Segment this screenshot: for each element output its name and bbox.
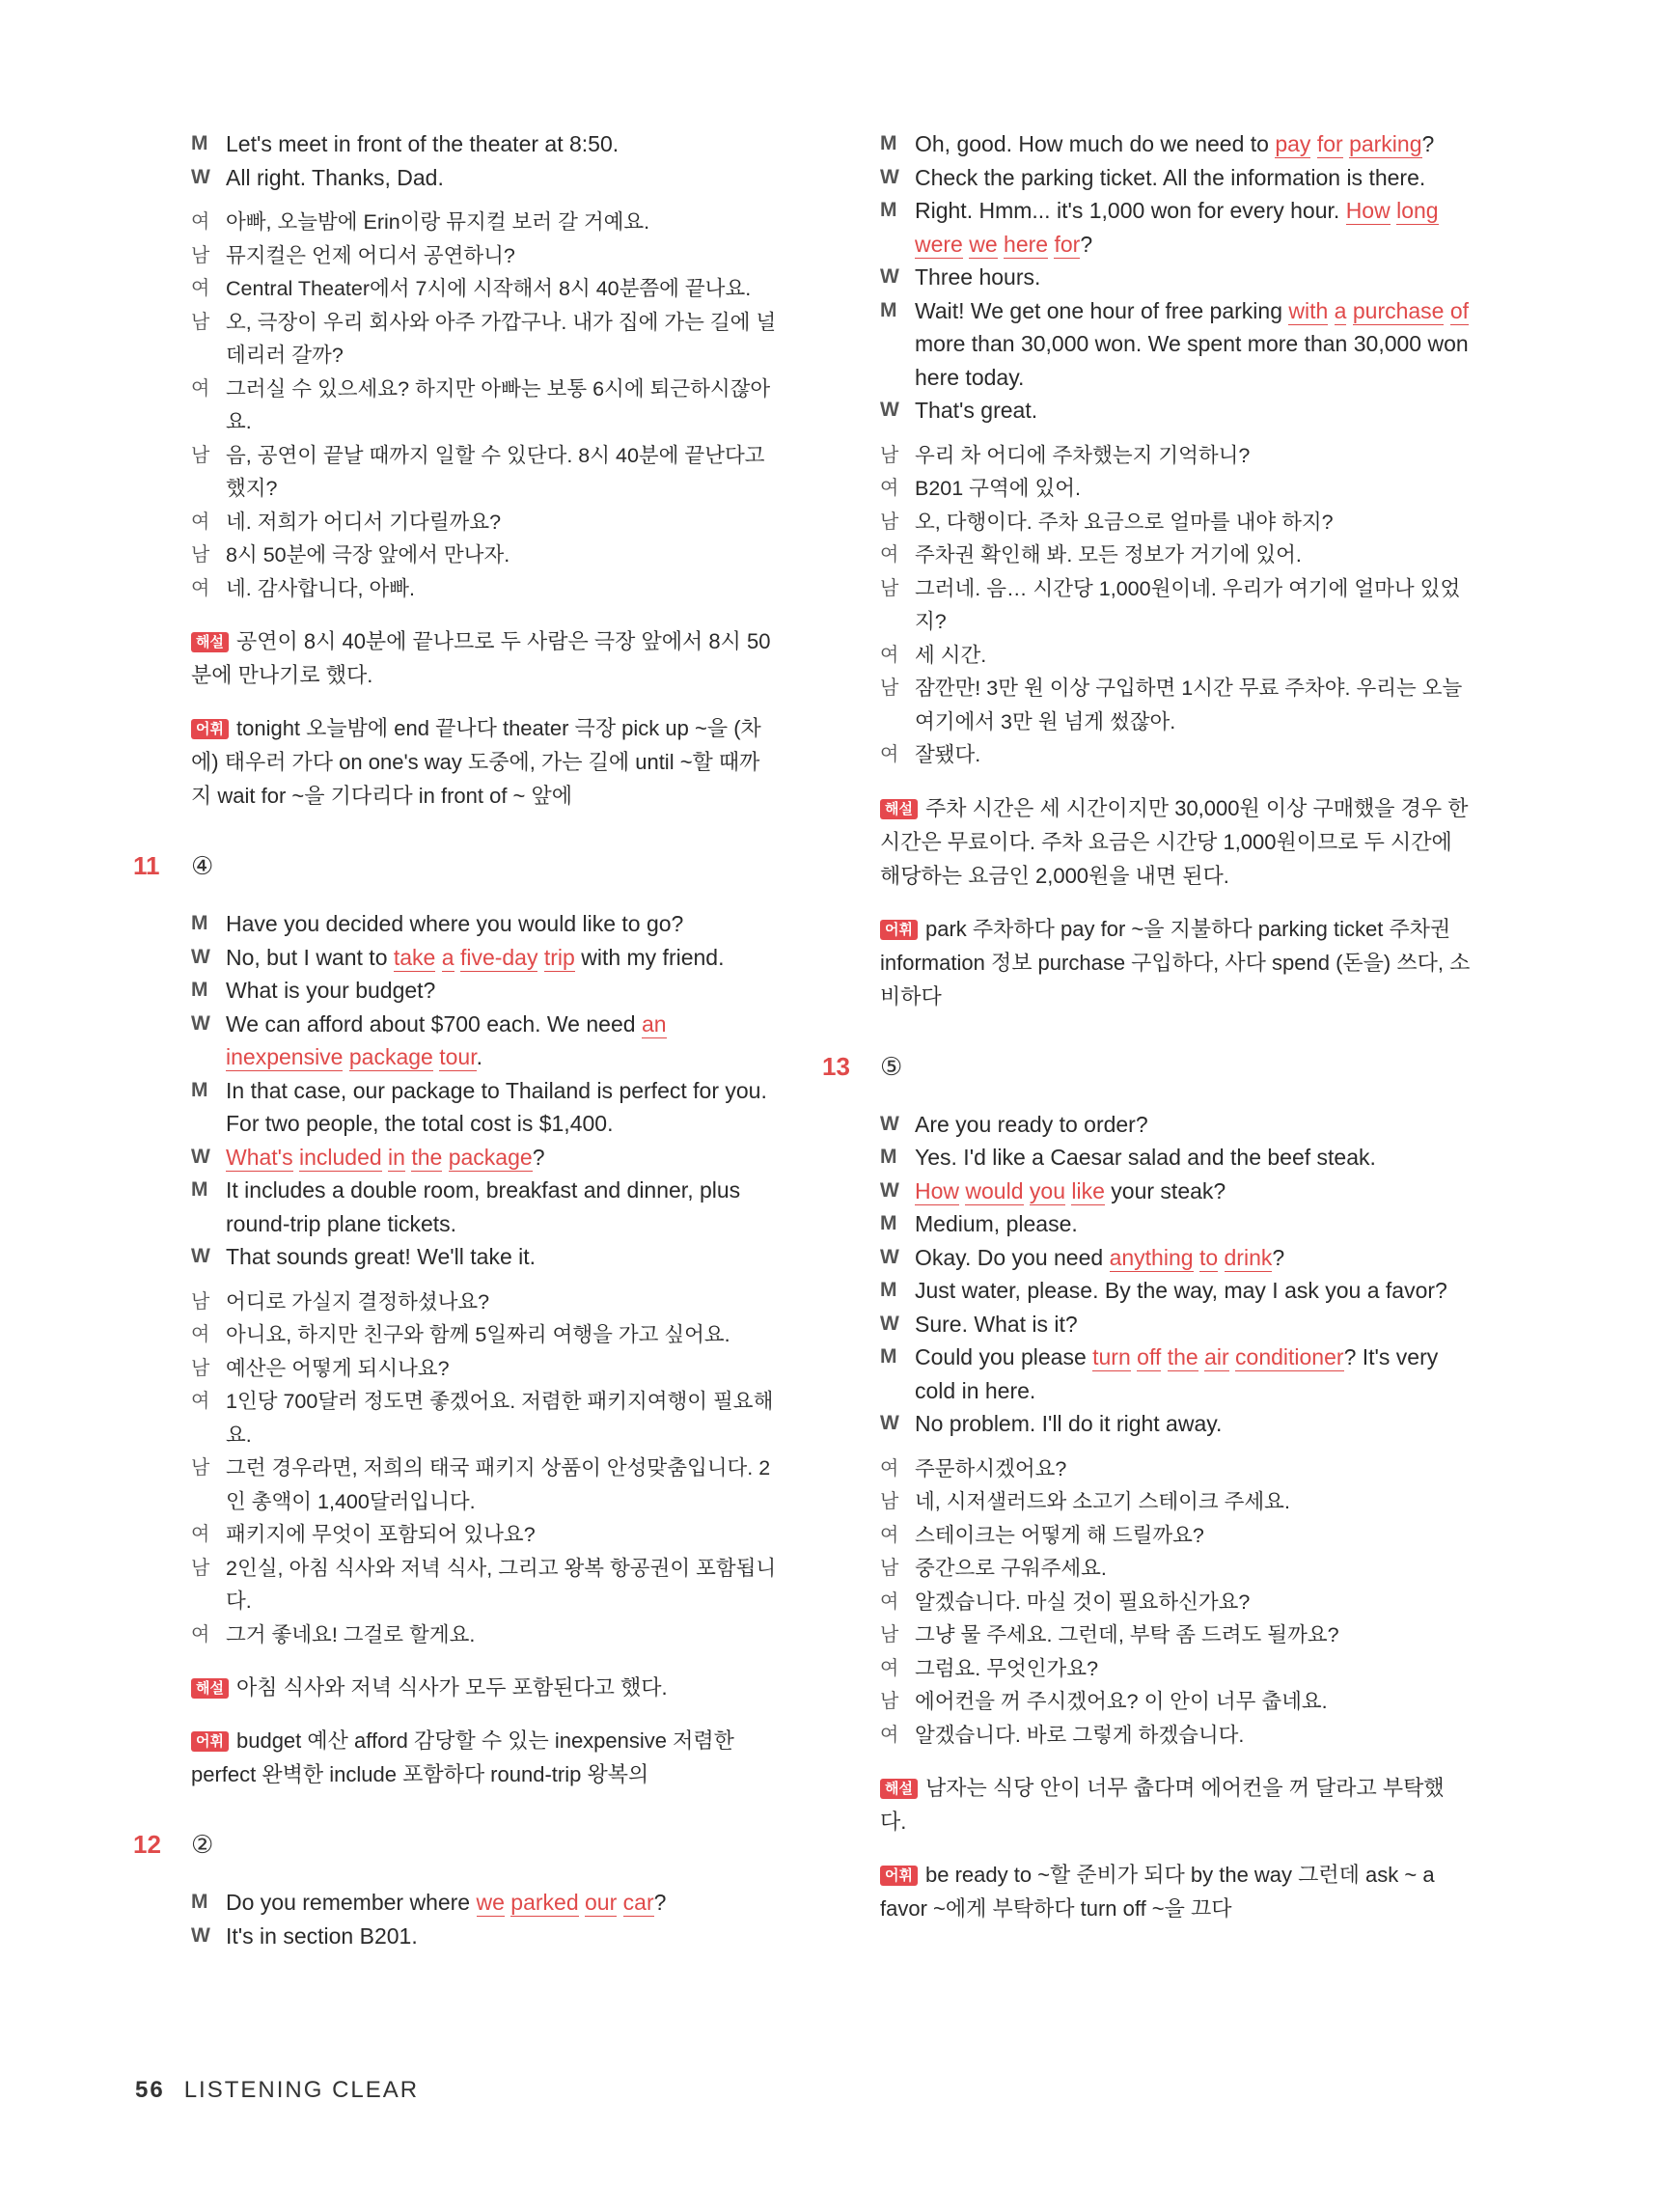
dialogue-text: That's great. xyxy=(915,398,1038,423)
right-column xyxy=(822,127,1471,1943)
speaker-label: 남 xyxy=(880,1691,899,1712)
translation-text: 오, 극장이 우리 회사와 아주 가깝구나. 내가 집에 가는 길에 널 데리러 갈까? xyxy=(226,310,777,367)
dialogue-line xyxy=(880,127,1471,161)
speaker-label: W xyxy=(191,1923,210,1947)
speaker-label: M xyxy=(191,1891,208,1913)
blank-answer: purchase xyxy=(1352,297,1445,323)
speaker-label: W xyxy=(191,1245,210,1267)
dialogue-13-korean xyxy=(880,1452,1471,1753)
speaker-label: W xyxy=(191,165,210,188)
translation-text: 그거 좋네요! 그걸로 할게요. xyxy=(226,1622,476,1646)
speaker-label: M xyxy=(880,298,897,321)
blank-answer: we xyxy=(476,1890,505,1915)
translation-text: B201 구역에 있어. xyxy=(915,477,1081,500)
dialogue-line xyxy=(191,161,778,195)
translation-text: 1인당 700달러 정도면 좋겠어요. 저렴한 패키지여행이 필요해요. xyxy=(226,1390,774,1447)
dialogue-text: Could you please turn off the air conditioner? It's very cold in here. xyxy=(915,1344,1439,1403)
question-number: 13 xyxy=(822,1051,850,1081)
vocabulary-tag: 어휘 xyxy=(191,1731,229,1752)
speaker-label: M xyxy=(880,1345,897,1368)
speaker-label: 여 xyxy=(191,1524,210,1545)
vocabulary-tag: 어휘 xyxy=(880,920,918,940)
speaker-label: W xyxy=(880,1245,899,1268)
blank-answer: a xyxy=(1334,297,1347,323)
dialogue-text: Check the parking ticket. All the information is there. xyxy=(915,164,1426,190)
blank-answer: drink xyxy=(1224,1244,1273,1270)
speaker-label: 여 xyxy=(880,1457,899,1479)
speaker-label: 남 xyxy=(191,244,210,266)
vocabulary-tag: 어휘 xyxy=(880,1866,918,1886)
dialogue-line xyxy=(880,161,1471,195)
vocabulary-tag: 어휘 xyxy=(191,719,229,739)
speaker-label: 남 xyxy=(880,511,899,533)
translation-text: 에어컨을 꺼 주시겠어요? 이 안이 너무 춥네요. xyxy=(915,1690,1328,1713)
translation-line xyxy=(191,572,778,606)
dialogue-text: All right. Thanks, Dad. xyxy=(226,164,444,190)
translation-line xyxy=(191,1618,778,1652)
speaker-label: W xyxy=(191,945,210,968)
translation-text: 네. 저희가 어디서 기다릴까요? xyxy=(226,510,502,534)
dialogue-11-english xyxy=(191,907,778,1274)
blank-answer: like xyxy=(1071,1177,1105,1203)
translation-text: 아빠, 오늘밤에 Erin이랑 뮤지컬 보러 갈 거예요. xyxy=(226,210,650,234)
dialogue-line xyxy=(191,1141,778,1175)
blank-answer: turn xyxy=(1092,1344,1131,1369)
speaker-label: M xyxy=(191,912,208,934)
blank-answer: to xyxy=(1198,1244,1219,1270)
translation-text: 어디로 가실지 결정하셨나요? xyxy=(226,1289,490,1313)
vocabulary-text: tonight 오늘밤에 end 끝나다 theater 극장 pick up ~을 (차에) 태우러 가다 on one's way 도중에, 가는 길에 until ~할 때까지 wait for ~을 기다리다 in front of ~ 앞에 xyxy=(191,716,761,808)
dialogue-line xyxy=(191,907,778,941)
speaker-label: 남 xyxy=(191,1290,210,1313)
speaker-label: M xyxy=(880,1146,897,1168)
speaker-label: 여 xyxy=(191,1623,210,1645)
explanation-tag: 해설 xyxy=(880,1779,918,1799)
speaker-label: 남 xyxy=(880,677,899,699)
speaker-label: W xyxy=(880,165,899,188)
dialogue-text: Sure. What is it? xyxy=(915,1311,1078,1337)
translation-text: 세 시간. xyxy=(915,643,987,667)
dialogue-10-korean xyxy=(191,206,778,605)
dialogue-line xyxy=(880,394,1471,428)
speaker-label: 여 xyxy=(191,1324,210,1345)
speaker-label: 여 xyxy=(191,377,210,400)
dialogue-12-english-start xyxy=(191,1886,778,1952)
left-column xyxy=(133,127,778,1964)
speaker-label: 남 xyxy=(191,444,210,466)
translation-line xyxy=(191,1385,778,1452)
blank-answer: air xyxy=(1204,1344,1229,1369)
question-13-header xyxy=(822,1051,1471,1096)
speaker-label: 여 xyxy=(191,278,210,299)
translation-text: 네. 감사합니다, 아빠. xyxy=(226,576,416,600)
answer-mark: ⑤ xyxy=(880,1051,903,1081)
dialogue-text: We can afford about $700 each. We need an inexpensive package tour. xyxy=(226,1010,667,1069)
blank-answer: inexpensive xyxy=(226,1044,344,1069)
dialogue-text: What is your budget? xyxy=(226,978,436,1003)
dialogue-text: Let's meet in front of the theater at 8:50. xyxy=(226,131,620,156)
speaker-label: M xyxy=(880,199,897,221)
dialogue-line xyxy=(191,1174,778,1240)
dialogue-text: No, but I want to take a five-day trip with my friend. xyxy=(226,944,725,970)
blank-answer: included xyxy=(298,1144,382,1170)
blank-answer: long xyxy=(1396,198,1439,223)
dialogue-line xyxy=(880,294,1471,395)
translation-line xyxy=(880,572,1471,639)
translation-text: 알겠습니다. 마실 것이 필요하신가요? xyxy=(915,1590,1251,1614)
speaker-label: M xyxy=(191,1078,208,1101)
dialogue-text: It's in section B201. xyxy=(226,1922,418,1949)
translation-text: 주차권 확인해 봐. 모든 정보가 거기에 있어. xyxy=(915,543,1302,567)
blank-answer: you xyxy=(1029,1177,1065,1203)
speaker-label: M xyxy=(191,979,208,1001)
dialogue-text: Have you decided where you would like to go? xyxy=(226,911,684,936)
blank-answer: a xyxy=(441,944,454,970)
speaker-label: 여 xyxy=(880,744,899,765)
speaker-label: 남 xyxy=(880,1624,899,1645)
speaker-label: M xyxy=(880,1212,897,1234)
dialogue-text: Okay. Do you need anything to drink? xyxy=(915,1244,1285,1270)
speaker-label: W xyxy=(880,265,899,288)
dialogue-text: What's included in the package? xyxy=(226,1144,545,1170)
blank-answer: in xyxy=(388,1144,405,1170)
speaker-label: 남 xyxy=(880,1558,899,1579)
translation-text: 스테이크는 어떻게 해 드릴까요? xyxy=(915,1523,1204,1547)
dialogue-text: In that case, our package to Thailand is perfect for you. For two people, the total cost is $1,400. xyxy=(226,1077,767,1136)
dialogue-text: No problem. I'll do it right away. xyxy=(915,1411,1223,1436)
question-11-header xyxy=(133,851,778,896)
question-12-header xyxy=(133,1830,778,1874)
blank-answer: pay xyxy=(1275,131,1311,156)
speaker-label: 여 xyxy=(880,1590,899,1613)
blank-answer: five-day xyxy=(459,944,538,970)
dialogue-13-english xyxy=(880,1108,1471,1441)
translation-line xyxy=(191,272,778,306)
speaker-label: 남 xyxy=(191,311,210,333)
translation-text: 그런 경우라면, 저희의 태국 패키지 상품이 안성맞춤입니다. 2인 총액이 1,400달러입니다. xyxy=(226,1456,771,1513)
blank-answer: parked xyxy=(510,1890,579,1915)
translation-line xyxy=(880,472,1471,506)
speaker-label: 여 xyxy=(191,577,210,599)
translation-line xyxy=(191,1352,778,1386)
blank-answer: What's xyxy=(226,1144,293,1170)
blank-answer: an xyxy=(641,1010,667,1037)
dialogue-line xyxy=(191,1074,778,1141)
speaker-label: 여 xyxy=(880,644,899,666)
dialogue-line xyxy=(880,1108,1471,1142)
explanation-tag: 해설 xyxy=(880,799,918,819)
translation-line xyxy=(880,1485,1471,1519)
translation-line xyxy=(191,439,778,506)
translation-text: 음, 공연이 끝날 때까지 일할 수 있단다. 8시 40분에 끝난다고 했지? xyxy=(226,443,765,500)
translation-text: 잘됐다. xyxy=(915,743,981,766)
explanation-11 xyxy=(191,1671,778,1704)
blank-answer: we xyxy=(969,231,998,257)
translation-line xyxy=(880,639,1471,673)
blank-answer: here xyxy=(1004,231,1049,257)
explanation-text: 남자는 식당 안이 너무 춥다며 에어컨을 꺼 달라고 부탁했다. xyxy=(880,1776,1445,1834)
blank-answer: conditioner xyxy=(1235,1344,1344,1369)
translation-line xyxy=(191,1452,778,1518)
translation-text: 패키지에 무엇이 포함되어 있나요? xyxy=(226,1523,536,1546)
translation-line xyxy=(880,672,1471,738)
speaker-label: M xyxy=(880,132,897,154)
translation-line xyxy=(880,1685,1471,1719)
blank-answer: off xyxy=(1137,1344,1162,1369)
vocabulary-13 xyxy=(880,1858,1471,1925)
blank-answer: anything xyxy=(1109,1244,1194,1270)
speaker-label: M xyxy=(191,132,208,154)
translation-line xyxy=(191,206,778,239)
speaker-label: W xyxy=(880,399,899,421)
blank-answer: parking xyxy=(1349,131,1422,156)
speaker-label: 남 xyxy=(191,1557,210,1579)
speaker-label: 남 xyxy=(191,544,210,566)
dialogue-line xyxy=(880,1141,1471,1175)
blank-answer: How xyxy=(1345,198,1391,223)
translation-line xyxy=(191,1318,778,1352)
speaker-label: W xyxy=(880,1312,899,1335)
explanation-10 xyxy=(191,624,778,692)
speaker-label: M xyxy=(191,1178,208,1201)
dialogue-line xyxy=(880,1274,1471,1308)
translation-text: 중간으로 구워주세요. xyxy=(915,1557,1107,1580)
translation-line xyxy=(880,1652,1471,1686)
speaker-label: M xyxy=(880,1279,897,1301)
translation-text: 뮤지컬은 언제 어디서 공연하니? xyxy=(226,243,515,267)
translation-line xyxy=(191,506,778,539)
dialogue-11-korean xyxy=(191,1286,778,1652)
question-number: 11 xyxy=(133,851,160,880)
speaker-label: 남 xyxy=(191,1457,210,1479)
vocabulary-12 xyxy=(880,912,1471,1013)
speaker-label: W xyxy=(880,1412,899,1434)
dialogue-text: Are you ready to order? xyxy=(915,1111,1148,1137)
speaker-label: W xyxy=(191,1011,210,1035)
explanation-13 xyxy=(880,1771,1471,1839)
translation-text: 그러실 수 있으세요? 하지만 아빠는 보통 6시에 퇴근하시잖아요. xyxy=(226,376,771,433)
translation-text: 오, 다행이다. 주차 요금으로 얼마를 내야 하지? xyxy=(915,510,1334,534)
blank-answer: for xyxy=(1316,131,1343,156)
dialogue-line xyxy=(191,1240,778,1274)
blank-answer: were xyxy=(915,231,963,257)
dialogue-text: How would you like your steak? xyxy=(915,1177,1226,1203)
vocabulary-text: park 주차하다 pay for ~을 지불하다 parking ticket 주차권 information 정보 purchase 구입하다, 사다 spend (돈을) 쓰다, 소비하다 xyxy=(880,916,1471,1009)
answer-mark: ② xyxy=(191,1830,214,1859)
speaker-label: 남 xyxy=(880,444,899,466)
dialogue-text: Right. Hmm... it's 1,000 won for every hour. How long were we here for? xyxy=(915,198,1439,257)
blank-answer: trip xyxy=(543,944,575,970)
dialogue-line xyxy=(191,974,778,1008)
blank-answer: tour xyxy=(439,1044,477,1069)
dialogue-12-english-cont xyxy=(880,127,1471,428)
speaker-label: 여 xyxy=(880,1657,899,1679)
dialogue-line xyxy=(880,1308,1471,1341)
translation-text: 그러네. 음… 시간당 1,000원이네. 우리가 여기에 얼마나 있었지? xyxy=(915,576,1461,633)
dialogue-10-english xyxy=(191,127,778,194)
explanation-text: 주차 시간은 세 시간이지만 30,000원 이상 구매했을 경우 한 시간은 무료이다. 주차 요금은 시간당 1,000원이므로 두 시간에 해당하는 요금인 2,000원을 내면 된다. xyxy=(880,795,1469,888)
translation-line xyxy=(191,373,778,439)
blank-answer: package xyxy=(448,1144,533,1170)
dialogue-text: That sounds great! We'll take it. xyxy=(226,1244,537,1269)
dialogue-text: Medium, please. xyxy=(915,1211,1078,1236)
explanation-tag: 해설 xyxy=(191,1678,229,1699)
speaker-label: 남 xyxy=(880,1491,899,1512)
question-number: 12 xyxy=(133,1830,161,1859)
blank-answer: car xyxy=(622,1890,654,1915)
translation-line xyxy=(880,1719,1471,1753)
blank-answer: of xyxy=(1449,297,1470,323)
translation-text: 그냥 물 주세요. 그런데, 부탁 좀 드려도 될까요? xyxy=(915,1623,1339,1646)
explanation-text: 공연이 8시 40분에 끝나므로 두 사람은 극장 앞에서 8시 50분에 만나기로 했다. xyxy=(191,629,771,687)
translation-text: 그럼요. 무엇인가요? xyxy=(915,1656,1099,1680)
translation-text: 2인실, 아침 식사와 저녁 식사, 그리고 왕복 항공권이 포함됩니다. xyxy=(226,1556,777,1613)
dialogue-line xyxy=(880,261,1471,294)
dialogue-text: It includes a double room, breakfast and dinner, plus round-trip plane tickets. xyxy=(226,1177,741,1236)
blank-answer: the xyxy=(1167,1344,1198,1369)
blank-answer: How xyxy=(915,1177,960,1203)
speaker-label: W xyxy=(880,1178,899,1202)
translation-line xyxy=(191,1552,778,1618)
translation-text: 알겠습니다. 바로 그렇게 하겠습니다. xyxy=(915,1723,1245,1747)
speaker-label: 여 xyxy=(880,1724,899,1746)
translation-line xyxy=(880,539,1471,572)
book-title: LISTENING CLEAR xyxy=(183,2077,420,2103)
dialogue-text: Oh, good. How much do we need to pay for parking? xyxy=(915,131,1435,156)
dialogue-text: Do you remember where we parked our car? xyxy=(226,1890,667,1915)
translation-line xyxy=(880,1586,1471,1619)
blank-answer: with xyxy=(1288,297,1329,323)
dialogue-line xyxy=(880,1207,1471,1241)
speaker-label: 여 xyxy=(191,211,210,233)
blank-answer: take xyxy=(393,944,436,970)
dialogue-text: Just water, please. By the way, may I ask you a favor? xyxy=(915,1278,1447,1303)
translation-text: 잠깐만! 3만 원 이상 구입하면 1시간 무료 주차야. 우리는 오늘 여기에서 3만 원 넘게 썼잖아. xyxy=(915,677,1463,733)
dialogue-line xyxy=(191,1920,778,1953)
explanation-12 xyxy=(880,791,1471,893)
translation-line xyxy=(880,439,1471,473)
translation-line xyxy=(191,1286,778,1319)
speaker-label: 여 xyxy=(191,1391,210,1412)
translation-line xyxy=(191,539,778,572)
translation-text: 8시 50분에 극장 앞에서 만나자. xyxy=(226,543,510,567)
blank-answer: our xyxy=(585,1890,618,1915)
speaker-label: 남 xyxy=(191,1357,210,1379)
dialogue-line xyxy=(880,194,1471,261)
page-footer xyxy=(135,2077,419,2104)
translation-line xyxy=(880,1519,1471,1553)
blank-answer: package xyxy=(348,1044,433,1069)
translation-text: 아니요, 하지만 친구와 함께 5일짜리 여행을 가고 싶어요. xyxy=(226,1323,730,1346)
speaker-label: 여 xyxy=(880,544,899,566)
translation-line xyxy=(880,1618,1471,1652)
translation-line xyxy=(880,1452,1471,1486)
dialogue-line xyxy=(191,127,778,161)
blank-answer: the xyxy=(411,1144,443,1170)
blank-answer: for xyxy=(1054,231,1081,257)
speaker-label: 여 xyxy=(191,511,210,533)
answer-mark: ④ xyxy=(191,851,214,880)
dialogue-line xyxy=(191,1008,778,1074)
dialogue-line xyxy=(191,1886,778,1920)
speaker-label: 여 xyxy=(880,1524,899,1546)
dialogue-text: Three hours. xyxy=(915,264,1041,290)
translation-text: 주문하시겠어요? xyxy=(915,1456,1067,1480)
dialogue-line xyxy=(880,1175,1471,1208)
vocabulary-text: be ready to ~할 준비가 되다 by the way 그런데 ask ~ a favor ~에게 부탁하다 turn off ~을 끄다 xyxy=(880,1863,1435,1921)
translation-line xyxy=(191,306,778,373)
translation-text: 예산은 어떻게 되시나요? xyxy=(226,1356,450,1380)
vocabulary-11 xyxy=(191,1724,778,1791)
explanation-tag: 해설 xyxy=(191,632,229,652)
translation-text: 네, 시저샐러드와 소고기 스테이크 주세요. xyxy=(915,1490,1290,1513)
vocabulary-10 xyxy=(191,711,778,813)
translation-text: 우리 차 어디에 주차했는지 기억하니? xyxy=(915,443,1251,467)
dialogue-line xyxy=(880,1341,1471,1407)
dialogue-line xyxy=(880,1407,1471,1441)
speaker-label: 여 xyxy=(880,478,899,499)
dialogue-text: Yes. I'd like a Caesar salad and the beef steak. xyxy=(915,1145,1376,1170)
vocabulary-text: budget 예산 afford 감당할 수 있는 inexpensive 저렴한 perfect 완벽한 include 포함하다 round-trip 왕복의 xyxy=(191,1728,734,1786)
dialogue-line xyxy=(880,1241,1471,1275)
translation-text: Central Theater에서 7시에 시작해서 8시 40분쯤에 끝나요. xyxy=(226,277,752,300)
translation-line xyxy=(880,506,1471,539)
page-number: 56 xyxy=(135,2077,165,2103)
translation-line xyxy=(880,1552,1471,1586)
translation-line xyxy=(191,1518,778,1552)
speaker-label: W xyxy=(880,1112,899,1135)
explanation-text: 아침 식사와 저녁 식사가 모두 포함된다고 했다. xyxy=(235,1675,668,1700)
translation-line xyxy=(191,239,778,273)
dialogue-text: Wait! We get one hour of free parking with a purchase of more than 30,000 won. We spent more than 30,000 won here today. xyxy=(915,297,1470,390)
blank-answer: would xyxy=(965,1177,1024,1203)
dialogue-12-korean xyxy=(880,439,1471,772)
translation-line xyxy=(880,738,1471,772)
dialogue-line xyxy=(191,941,778,975)
speaker-label: W xyxy=(191,1145,210,1168)
speaker-label: 남 xyxy=(880,577,899,599)
